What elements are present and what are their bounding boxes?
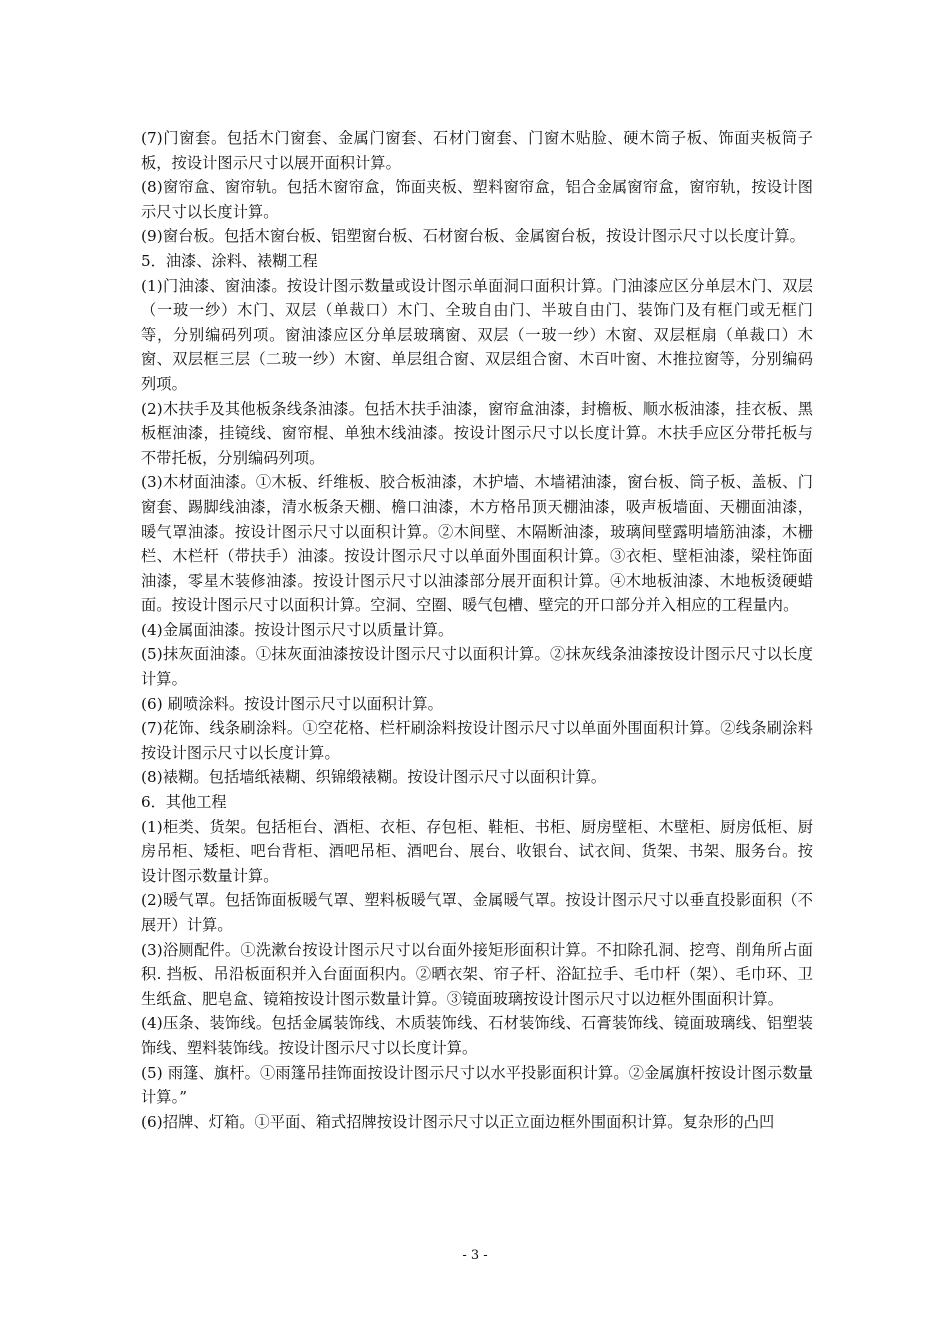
paragraph-decorative-lines: (4)压条、装饰线。包括金属装饰线、木质装饰线、石材装饰线、石膏装饰线、镜面玻璃线、铝塑装饰线、塑料装饰线。按设计图示尺寸以长度计算。 bbox=[141, 1014, 813, 1057]
paragraph-door-window-trim: (7)门窗套。包括木门窗套、金属门窗套、石材门窗套、门窗木贴脸、硬木筒子板、饰面夹板筒子板，按设计图示尺寸以展开面积计算。 bbox=[141, 129, 813, 172]
paragraph-handrail-paint: (2)木扶手及其他板条线条油漆。包括木扶手油漆，窗帘盒油漆，封檐板、顺水板油漆，挂衣板、黑板框油漆，挂镜线、窗帘棍、单独木线油漆。按设计图示尺寸以长度计算。木扶手应区分带托板与不带托板，分别编码列项。 bbox=[141, 399, 813, 467]
document-body bbox=[141, 126, 813, 1134]
paragraph-spray-coating: (6) 刷喷涂料。按设计图示尺寸以面积计算。 bbox=[141, 694, 443, 713]
paragraph-plaster-paint: (5)抹灰面油漆。①抹灰面油漆按设计图示尺寸以面积计算。②抹灰线条油漆按设计图示尺寸以长度计算。 bbox=[141, 645, 813, 689]
paragraph-door-window-paint: (1)门油漆、窗油漆。按设计图示数量或设计图示单面洞口面积计算。门油漆应区分单层木门、双层（一玻一纱）木门、双层（单裁口）木门、全玻自由门、半玻自由门、装饰门及有框门或无框门等，分别编码列项。窗油漆应区分单层玻璃窗、双层（一玻一纱）木窗、双层框扇（单裁口）木窗、双层框三层（二玻一纱）木窗、单层组合窗、双层组合窗、木百叶窗、木推拉窗等，分别编码列项。 bbox=[141, 276, 813, 393]
paragraph-metal-paint: (4)金属面油漆。按设计图示尺寸以质量计算。 bbox=[141, 620, 454, 639]
paragraph-curtain-box-rail: (8)窗帘盒、窗帘轨。包括木窗帘盒，饰面夹板、塑料窗帘盒，铝合金属窗帘盒，窗帘轨，按设计图示尺寸以长度计算。 bbox=[141, 178, 813, 221]
paragraph-signboard-lightbox: (6)招牌、灯箱。①平面、箱式招牌按设计图示尺寸以正立面边框外围面积计算。复杂形的凸凹 bbox=[141, 1112, 775, 1131]
paragraph-wallpaper: (8)裱糊。包括墙纸裱糊、织锦缎裱糊。按设计图示尺寸以面积计算。 bbox=[141, 768, 607, 787]
section-heading-other-works: 6．其他工程 bbox=[141, 793, 227, 812]
section-heading-paint-coating: 5．油漆、涂料、裱糊工程 bbox=[141, 251, 318, 270]
paragraph-canopy-flagpole: (5) 雨篷、旗杆。①雨篷吊挂饰面按设计图示尺寸以水平投影面积计算。②金属旗杆按设计图示数量计算。” bbox=[141, 1063, 813, 1107]
paragraph-wood-surface-paint: (3)木材面油漆。①木板、纤维板、胶合板油漆，木护墙、木墙裙油漆，窗台板、筒子板、盖板、门窗套、踢脚线油漆，清水板条天棚、檐口油漆，木方格吊顶天棚油漆，吸声板墙面、天棚面油漆，暖气罩油漆。按设计图示尺寸以面积计算。②木间壁、木隔断油漆，玻璃间壁露明墙筋油漆，木栅栏、木栏杆（带扶手）油漆。按设计图示尺寸以单面外围面积计算。③衣柜、壁柜油漆，梁柱饰面油漆，零星木装修油漆。按设计图示尺寸以油漆部分展开面积计算。④木地板油漆、木地板烫硬蜡面。按设计图示尺寸以面积计算。空洞、空圈、暖气包槽、壁完的开口部分并入相应的工程量内。 bbox=[141, 473, 813, 615]
paragraph-bathroom-fittings: (3)浴厕配件。①洗漱台按设计图示尺寸以台面外接矩形面积计算。不扣除孔洞、挖弯、削角所占面积. 挡板、吊沿板面积并入台面面积内。②晒衣架、帘子杆、浴缸拉手、毛巾杆（架）、毛巾环、卫生纸盒、肥皂盒、镜箱按设计图示数量计算。③镜面玻璃按设计图示尺寸以边框外围面积计算。 bbox=[141, 940, 813, 1008]
paragraph-ornament-coating: (7)花饰、线条刷涂料。①空花格、栏杆刷涂料按设计图示尺寸以单面外围面积计算。②线条刷涂料按设计图示尺寸以长度计算。 bbox=[141, 719, 813, 762]
page-number: - 3 - bbox=[462, 1248, 488, 1263]
paragraph-cabinets-shelves: (1)柜类、货架。包括柜台、酒柜、衣柜、存包柜、鞋柜、书柜、厨房壁柜、木壁柜、厨房低柜、厨房吊柜、矮柜、吧台背柜、酒吧吊柜、酒吧台、展台、收银台、试衣间、货架、书架、服务台。按设计图示数量计算。 bbox=[141, 817, 813, 885]
paragraph-window-sill: (9)窗台板。包括木窗台板、铝塑窗台板、石材窗台板、金属窗台板，按设计图示尺寸以长度计算。 bbox=[141, 227, 805, 246]
paragraph-radiator-cover: (2)暖气罩。包括饰面板暖气罩、塑料板暖气罩、金属暖气罩。按设计图示尺寸以垂直投影面积（不展开）计算。 bbox=[141, 891, 813, 934]
